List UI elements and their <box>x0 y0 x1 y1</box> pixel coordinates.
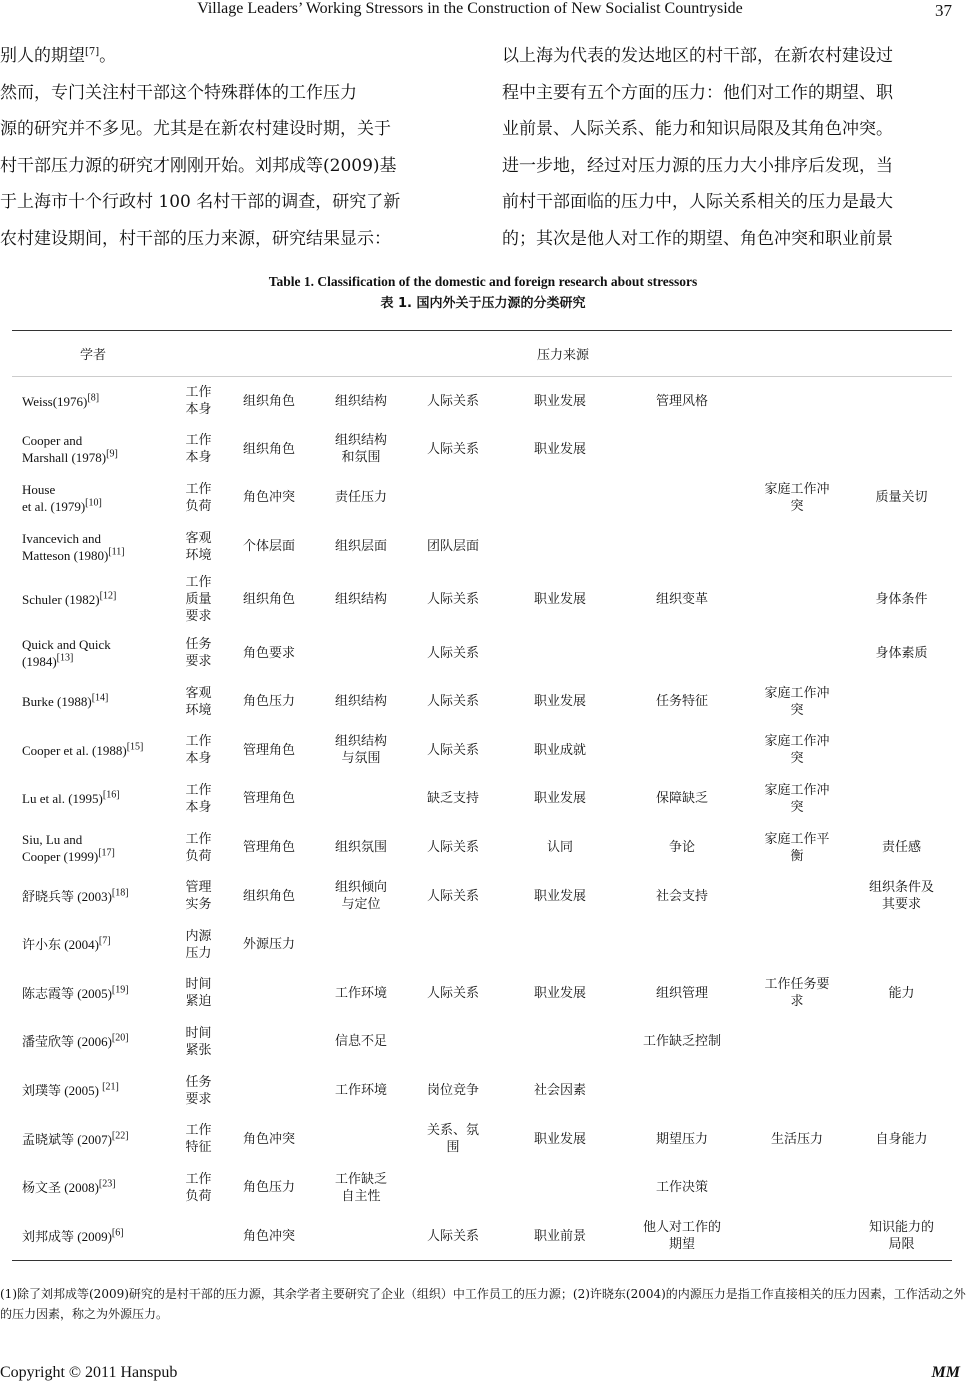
stressor-cell <box>851 522 952 571</box>
table-row <box>12 823 952 872</box>
stressor-cell <box>223 1066 315 1115</box>
author-name: Lu et al. (1995) <box>22 791 103 807</box>
table-row <box>12 726 952 775</box>
table-row <box>12 1212 952 1261</box>
stressor-cell <box>743 425 851 474</box>
stressor-cell <box>851 425 952 474</box>
stressor-cell <box>743 571 851 629</box>
author-name: 孟晓斌等 (2007) <box>22 1131 112 1147</box>
stressor-cell: 角色冲突 <box>242 490 295 506</box>
stressor-cell: 时间 紧张 <box>185 1025 212 1058</box>
table-row <box>12 474 952 523</box>
stressor-cell: 人际关系 <box>426 694 479 710</box>
stressor-cell: 认同 <box>546 840 573 856</box>
stressor-cell: 个体层面 <box>242 539 295 555</box>
author-name: Weiss(1976) <box>22 393 88 409</box>
stressor-cell: 人际关系 <box>426 592 479 608</box>
stressor-cell: 知识能力的 局限 <box>851 1212 952 1261</box>
author-cell <box>12 823 174 872</box>
stressor-cell: 组织结构 <box>334 694 387 710</box>
table-row <box>12 872 952 921</box>
stressor-cell: 管理角色 <box>242 791 295 807</box>
stressor-cell: 责任感 <box>881 840 921 856</box>
stressor-cell: 人际关系 <box>426 985 479 1001</box>
stressor-cell: 工作环境 <box>334 985 387 1001</box>
stressor-cell: 组织角色 <box>242 888 295 904</box>
stressor-cell: 工作环境 <box>334 1083 387 1099</box>
header-sources: 压力来源 <box>174 331 952 377</box>
stressor-cell <box>407 1018 499 1067</box>
stressor-cell: 社会支持 <box>655 888 708 904</box>
stressor-cell: 家庭工作平 衡 <box>764 831 830 864</box>
stressor-cell <box>851 1163 952 1212</box>
stressor-cell: 社会因素 <box>533 1083 586 1099</box>
stressor-cell: 角色压力 <box>242 694 295 710</box>
stressor-cell <box>851 677 952 726</box>
citation: [18] <box>111 887 129 899</box>
author-name: House et al. (1979) <box>22 481 86 514</box>
stressor-cell: 保障缺乏 <box>655 791 708 807</box>
author-cell <box>12 920 174 969</box>
table-caption-en: Table 1. Classification of the domestic and foreign research about stressors <box>268 274 698 289</box>
stressor-cell: 角色压力 <box>242 1180 295 1196</box>
author-name: 陈志霞等 (2005) <box>22 985 112 1001</box>
table-row <box>12 969 952 1018</box>
author-name: 舒晓兵等 (2003) <box>22 888 112 904</box>
stressor-cell: 组织结构 <box>334 393 387 409</box>
stressor-cell <box>851 1066 952 1115</box>
stressor-cell: 自身能力 <box>875 1131 928 1147</box>
stressor-cell: 人际关系 <box>426 645 479 661</box>
table-row <box>12 1163 952 1212</box>
stressor-cell: 组织氛围 <box>334 840 387 856</box>
stressor-cell: 身体条件 <box>875 592 928 608</box>
table-row <box>12 677 952 726</box>
author-name: Burke (1988) <box>22 694 92 710</box>
citation: [17] <box>98 847 115 859</box>
stressor-cell <box>499 920 621 969</box>
stressor-cell: 内源 压力 <box>185 928 212 961</box>
citation: [11] <box>108 546 125 558</box>
table-row <box>12 1115 952 1164</box>
stressor-cell <box>621 726 743 775</box>
stressor-cell: 家庭工作冲 突 <box>764 481 830 514</box>
stressor-cell <box>743 629 851 678</box>
stressor-cell <box>743 522 851 571</box>
stressor-cell: 组织条件及 其要求 <box>868 880 934 913</box>
stressor-cell: 人际关系 <box>426 840 479 856</box>
author-name: 杨文圣 (2008) <box>22 1180 99 1196</box>
citation: [22] <box>111 1130 129 1142</box>
stressor-cell <box>743 1212 851 1261</box>
left-first-line: 别人的期望 <box>0 46 85 66</box>
author-cell <box>12 775 174 824</box>
stressor-cell: 工作 负荷 <box>185 831 212 864</box>
author-cell <box>12 425 174 474</box>
stressor-cell <box>621 425 743 474</box>
citation: [16] <box>102 790 120 802</box>
author-cell <box>12 629 174 678</box>
stressor-cell: 岗位竞争 <box>426 1083 479 1099</box>
stressor-cell: 家庭工作冲 突 <box>764 782 830 815</box>
stressor-cell <box>851 1018 952 1067</box>
stressor-cell: 能力 <box>888 985 915 1001</box>
author-cell <box>12 571 174 629</box>
stressor-cell <box>499 474 621 523</box>
stressor-cell: 组织角色 <box>242 441 295 457</box>
stressor-cell: 质量关切 <box>875 490 928 506</box>
stressor-cell: 管理风格 <box>655 393 708 409</box>
stressor-cell <box>743 377 851 426</box>
stressor-cell <box>315 775 407 824</box>
table-row <box>12 425 952 474</box>
stressor-cell: 组织结构 与氛围 <box>334 734 387 767</box>
author-name: Quick and Quick (1984) <box>22 637 111 670</box>
punct: 。 <box>99 46 117 66</box>
journal-abbrev: MM <box>931 1364 960 1381</box>
page-number: 37 <box>935 1 952 20</box>
stressor-cell: 职业发展 <box>533 441 586 457</box>
author-cell <box>12 1163 174 1212</box>
citation: [12] <box>99 591 117 603</box>
table-row <box>12 1018 952 1067</box>
stressor-cell: 组织倾向 与定位 <box>334 880 387 913</box>
stressor-cell: 管理角色 <box>242 840 295 856</box>
stressor-cell <box>315 1212 407 1261</box>
copyright: Copyright © 2011 Hanspub <box>0 1364 178 1381</box>
stressor-cell: 管理 实务 <box>185 880 212 913</box>
author-name: 刘璞等 (2005) <box>22 1083 103 1099</box>
stressor-cell: 客观 环境 <box>185 685 212 718</box>
author-name: 许小东 (2004) <box>22 937 99 953</box>
stressor-cell <box>407 1163 499 1212</box>
citation: [13] <box>56 652 74 664</box>
citation: [21] <box>102 1081 119 1093</box>
stressor-cell: 人际关系 <box>426 441 479 457</box>
stressor-cell: 职业发展 <box>533 592 586 608</box>
header-scholar: 学者 <box>12 331 174 377</box>
stressor-cell <box>174 1212 223 1261</box>
stressor-cell: 工作决策 <box>655 1180 708 1196</box>
stressor-cell: 人际关系 <box>426 393 479 409</box>
stressor-cell <box>743 1066 851 1115</box>
stressor-cell <box>851 775 952 824</box>
stressor-cell <box>499 1018 621 1067</box>
stressor-cell <box>743 872 851 921</box>
table-row <box>12 775 952 824</box>
citation: [20] <box>111 1033 129 1045</box>
stressor-cell: 职业发展 <box>533 393 586 409</box>
stressor-cell: 角色冲突 <box>242 1131 295 1147</box>
author-cell <box>12 377 174 426</box>
table-row <box>12 571 952 629</box>
stressor-cell: 工作 负荷 <box>185 481 212 514</box>
stressor-cell: 职业发展 <box>533 985 586 1001</box>
table-row <box>12 377 952 426</box>
author-cell <box>12 677 174 726</box>
table-row <box>12 522 952 571</box>
stressor-cell: 缺乏支持 <box>426 791 479 807</box>
stressor-cell: 职业成就 <box>533 742 586 758</box>
stressor-cell <box>499 1163 621 1212</box>
stressor-table <box>12 330 952 1261</box>
author-name: Siu, Lu and Cooper (1999) <box>22 831 99 864</box>
table-row <box>12 1066 952 1115</box>
stressor-cell: 任务 要求 <box>185 1074 212 1107</box>
author-cell <box>12 474 174 523</box>
stressor-cell: 工作 负荷 <box>185 1171 212 1204</box>
stressor-cell: 角色冲突 <box>223 1212 315 1261</box>
stressor-cell: 人际关系 <box>426 888 479 904</box>
stressor-cell: 组织结构 <box>334 592 387 608</box>
stressor-cell: 组织变革 <box>655 592 708 608</box>
stressor-cell: 职业发展 <box>533 694 586 710</box>
stressor-cell <box>315 1115 407 1164</box>
stressor-cell: 期望压力 <box>655 1131 708 1147</box>
stressor-cell: 争论 <box>668 840 695 856</box>
table-row <box>12 920 952 969</box>
author-name: 刘邦成等 (2009) <box>22 1228 112 1244</box>
citation: [7] <box>85 46 100 58</box>
stressor-cell <box>499 522 621 571</box>
author-cell <box>12 1212 174 1261</box>
stressor-cell: 身体素质 <box>875 645 928 661</box>
stressor-cell: 管理角色 <box>242 742 295 758</box>
stressor-cell: 职业发展 <box>533 791 586 807</box>
stressor-cell <box>499 629 621 678</box>
stressor-cell: 职业发展 <box>533 1131 586 1147</box>
citation: [19] <box>111 984 129 996</box>
stressor-cell: 关系、氛 围 <box>426 1123 479 1156</box>
left-paragraph: 然而，专门关注村干部这个特殊群体的工作压力 源的研究并不多见。尤其是在新农村建设时期，关于 村干部压力源的研究才刚刚开始。刘邦成等(2009)基 于上海市十个行政村 100 名村干部的调查，研究了新 农村建设期间，村干部的压力来源，研究结果显示： <box>0 82 401 249</box>
stressor-cell <box>621 474 743 523</box>
citation: [7] <box>98 935 111 947</box>
citation: [15] <box>126 741 144 753</box>
author-cell <box>12 1066 174 1115</box>
author-cell <box>12 1018 174 1067</box>
stressor-cell: 工作缺乏控制 <box>642 1034 721 1050</box>
stressor-cell: 人际关系 <box>407 1212 499 1261</box>
stressor-cell <box>223 969 315 1018</box>
table-footnote: (1)除了刘邦成等(2009)研究的是村干部的压力源，其余学者主要研究了企业（组织）中工作员工的压力源；(2)许晓东(2004)的内源压力是指工作直接相关的压力因素，工作活动之外的压力因素，称之为外源压力。 <box>0 1287 966 1321</box>
stressor-cell: 工作 特征 <box>185 1123 212 1156</box>
citation: [14] <box>91 692 109 704</box>
stressor-cell: 家庭工作冲 突 <box>764 685 830 718</box>
stressor-cell: 工作缺乏 自主性 <box>334 1171 387 1204</box>
citation: [9] <box>106 449 118 461</box>
stressor-cell <box>315 920 407 969</box>
stressor-cell: 团队层面 <box>426 539 479 555</box>
stressor-cell <box>621 1066 743 1115</box>
right-column: 以上海为代表的发达地区的村干部，在新农村建设过 程中主要有五个方面的压力：他们对工作的期望、职 业前景、人际关系、能力和知识局限及其角色冲突。 进一步地，经过对压力源的压力大小排序后发现，当 前村干部面临的压力中，人际关系相关的压力是最大 的；其次是他人对工作的期望、角色冲突和职业前景 <box>502 46 893 249</box>
stressor-cell: 组织管理 <box>655 985 708 1001</box>
author-cell <box>12 872 174 921</box>
stressor-cell: 职业发展 <box>533 888 586 904</box>
stressor-cell <box>621 920 743 969</box>
stressor-cell: 工作 本身 <box>185 782 212 815</box>
stressor-cell: 责任压力 <box>334 490 387 506</box>
author-cell <box>12 726 174 775</box>
author-cell <box>12 969 174 1018</box>
author-name: Cooper and Marshall (1978) <box>22 433 107 466</box>
stressor-cell: 他人对工作的 期望 <box>621 1212 743 1261</box>
stressor-cell <box>315 629 407 678</box>
stressor-cell: 客观 环境 <box>185 530 212 563</box>
stressor-cell: 时间 紧迫 <box>185 977 212 1010</box>
stressor-cell <box>407 920 499 969</box>
left-column <box>0 38 462 257</box>
stressor-cell <box>743 1163 851 1212</box>
author-name: 潘莹欣等 (2006) <box>22 1034 112 1050</box>
citation: [23] <box>98 1178 116 1190</box>
stressor-cell: 工作 本身 <box>185 734 212 767</box>
stressor-cell <box>851 726 952 775</box>
stressor-cell <box>743 1018 851 1067</box>
author-cell <box>12 1115 174 1164</box>
author-cell <box>12 522 174 571</box>
citation: [8] <box>87 392 100 404</box>
stressor-cell: 工作 质量 要求 <box>185 575 212 625</box>
stressor-cell <box>621 629 743 678</box>
citation: [10] <box>85 497 102 509</box>
stressor-cell: 生活压力 <box>770 1131 823 1147</box>
stressor-cell <box>223 1018 315 1067</box>
stressor-cell <box>851 377 952 426</box>
stressor-cell <box>743 920 851 969</box>
stressor-cell: 信息不足 <box>334 1034 387 1050</box>
stressor-cell: 任务 要求 <box>185 637 212 670</box>
stressor-cell: 组织层面 <box>334 539 387 555</box>
stressor-cell: 人际关系 <box>426 742 479 758</box>
stressor-cell: 工作任务要 求 <box>764 977 830 1010</box>
stressor-cell: 组织结构 和氛围 <box>334 433 387 466</box>
stressor-cell: 组织角色 <box>242 393 295 409</box>
table-caption-zh: 表 1. 国内外关于压力源的分类研究 <box>380 296 586 311</box>
author-name: Schuler (1982) <box>22 592 100 608</box>
stressor-cell: 任务特征 <box>655 694 708 710</box>
stressor-cell: 职业前景 <box>499 1212 621 1261</box>
running-title: Village Leaders’ Working Stressors in the Construction of New Socialist Countryside <box>197 0 743 17</box>
stressor-cell: 组织角色 <box>242 592 295 608</box>
author-name: Ivancevich and Matteson (1980) <box>22 530 109 563</box>
stressor-cell: 工作 本身 <box>185 433 212 466</box>
stressor-cell: 角色要求 <box>242 645 295 661</box>
stressor-cell <box>621 522 743 571</box>
stressor-cell: 工作 本身 <box>185 385 212 418</box>
stressor-cell <box>851 920 952 969</box>
stressor-cell: 家庭工作冲 突 <box>764 734 830 767</box>
citation: [6] <box>111 1227 124 1239</box>
stressor-cell: 外源压力 <box>242 937 295 953</box>
table-row <box>12 629 952 678</box>
stressor-cell <box>407 474 499 523</box>
author-name: Cooper et al. (1988) <box>22 742 127 758</box>
